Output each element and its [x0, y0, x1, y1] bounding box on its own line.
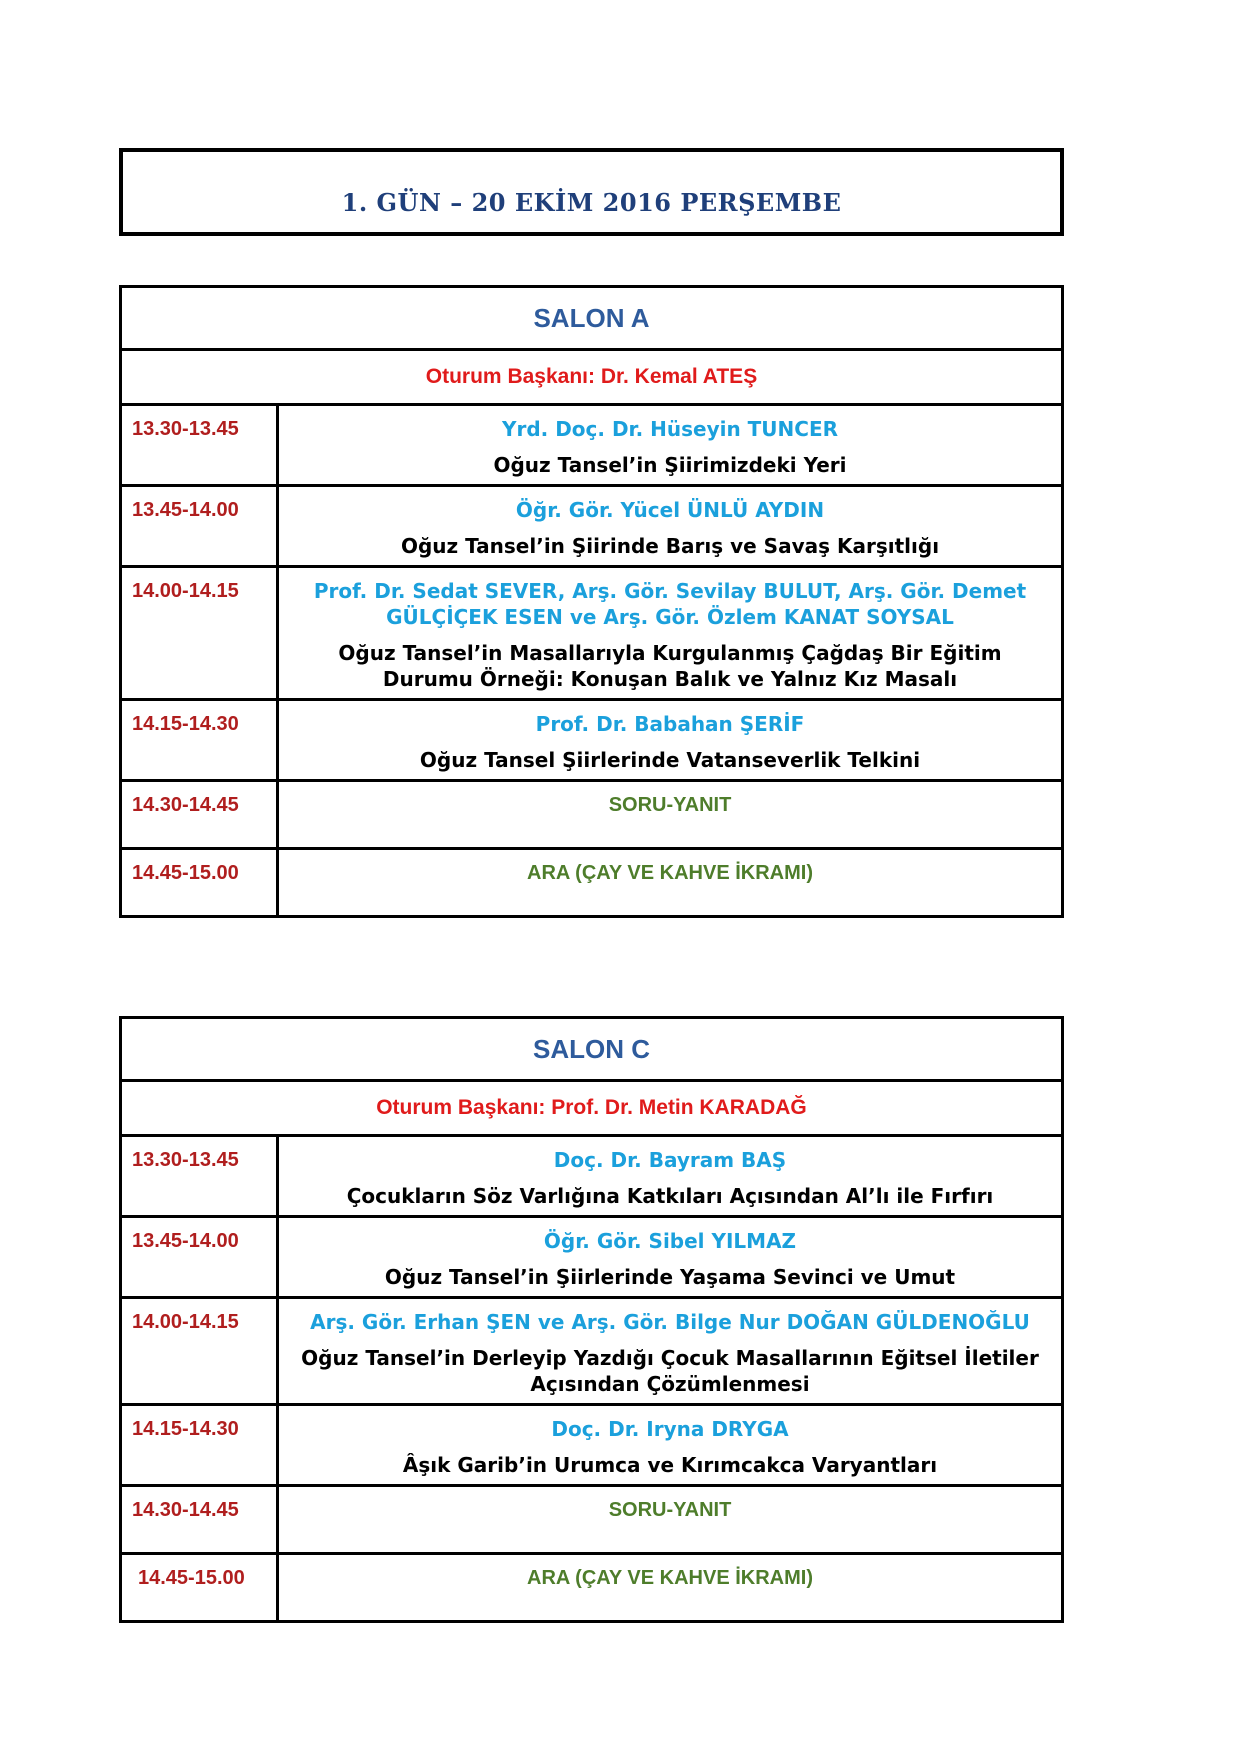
session-table-salon-c	[119, 1016, 1064, 1623]
salon-heading: SALON A	[121, 287, 1063, 350]
speaker: Doç. Dr. Iryna DRYGA	[551, 1417, 789, 1441]
presentation-cell	[278, 567, 1063, 700]
break-label: ARA (ÇAY VE KAHVE İKRAMI)	[527, 1567, 813, 1589]
time-slot: 14.15-14.30	[121, 1405, 278, 1486]
table-row	[121, 849, 1063, 917]
time-slot: 13.45-14.00	[121, 1217, 278, 1298]
speaker: Prof. Dr. Babahan ŞERİF	[535, 712, 805, 736]
speaker: Öğr. Gör. Sibel YILMAZ	[543, 1229, 797, 1253]
table-row	[121, 781, 1063, 849]
table-row	[121, 1405, 1063, 1486]
qa-cell	[278, 1486, 1063, 1554]
table-row	[121, 1217, 1063, 1298]
table-row	[121, 486, 1063, 567]
table-row	[121, 567, 1063, 700]
table-row	[121, 1486, 1063, 1554]
table-row	[121, 700, 1063, 781]
table-row	[121, 1298, 1063, 1405]
session-chair: Oturum Başkanı: Dr. Kemal ATEŞ	[121, 350, 1063, 405]
break-cell	[278, 1554, 1063, 1622]
presentation-cell	[278, 1298, 1063, 1405]
session-chair: Oturum Başkanı: Prof. Dr. Metin KARADAĞ	[121, 1081, 1063, 1136]
speaker: Prof. Dr. Sedat SEVER, Arş. Gör. Sevilay BULUT, Arş. Gör. Demet GÜLÇİÇEK ESEN ve Arş. Gör. Özlem KANAT SOYSAL	[313, 579, 1027, 629]
presentation-cell	[278, 405, 1063, 486]
time-slot: 13.30-13.45	[121, 405, 278, 486]
presentation-cell	[278, 1405, 1063, 1486]
presentation-cell	[278, 1136, 1063, 1217]
table-row	[121, 1554, 1063, 1622]
paper-title: Oğuz Tansel’in Şiirlerinde Yaşama Sevinci ve Umut	[384, 1265, 956, 1289]
day-title: 1. GÜN – 20 EKİM 2016 PERŞEMBE	[341, 187, 842, 217]
speaker: Öğr. Gör. Yücel ÜNLÜ AYDIN	[515, 498, 825, 522]
session-table-salon-a	[119, 285, 1064, 918]
time-slot: 14.45-15.00	[121, 1554, 278, 1622]
break-label: ARA (ÇAY VE KAHVE İKRAMI)	[527, 862, 813, 884]
qa-label: SORU-YANIT	[608, 1499, 732, 1521]
paper-title: Oğuz Tansel’in Şiirimizdeki Yeri	[493, 453, 847, 477]
presentation-cell	[278, 1217, 1063, 1298]
time-slot: 13.45-14.00	[121, 486, 278, 567]
time-slot: 14.15-14.30	[121, 700, 278, 781]
qa-cell	[278, 781, 1063, 849]
qa-label: SORU-YANIT	[608, 794, 732, 816]
day-title-box	[119, 148, 1064, 236]
time-slot: 13.30-13.45	[121, 1136, 278, 1217]
time-slot: 14.30-14.45	[121, 1486, 278, 1554]
presentation-cell	[278, 700, 1063, 781]
paper-title: Oğuz Tansel Şiirlerinde Vatanseverlik Telkini	[419, 748, 921, 772]
paper-title: Oğuz Tansel’in Şiirinde Barış ve Savaş Karşıtlığı	[400, 534, 940, 558]
paper-title: Âşık Garib’in Urumca ve Kırımcakca Varyantları	[402, 1453, 938, 1477]
time-slot: 14.45-15.00	[121, 849, 278, 917]
speaker: Doç. Dr. Bayram BAŞ	[553, 1148, 787, 1172]
speaker: Arş. Gör. Erhan ŞEN ve Arş. Gör. Bilge Nur DOĞAN GÜLDENOĞLU	[310, 1310, 1030, 1334]
table-row	[121, 1136, 1063, 1217]
time-slot: 14.00-14.15	[121, 567, 278, 700]
table-row	[121, 405, 1063, 486]
time-slot: 14.30-14.45	[121, 781, 278, 849]
paper-title: Oğuz Tansel’in Masallarıyla Kurgulanmış Çağdaş Bir Eğitim Durumu Örneği: Konuşan Balık ve Yalnız Kız Masalı	[338, 641, 1002, 691]
salon-heading: SALON C	[121, 1018, 1063, 1081]
presentation-cell	[278, 486, 1063, 567]
speaker: Yrd. Doç. Dr. Hüseyin TUNCER	[501, 417, 839, 441]
paper-title: Çocukların Söz Varlığına Katkıları Açısından Al’lı ile Fırfırı	[346, 1184, 994, 1208]
break-cell	[278, 849, 1063, 917]
time-slot: 14.00-14.15	[121, 1298, 278, 1405]
paper-title: Oğuz Tansel’in Derleyip Yazdığı Çocuk Masallarının Eğitsel İletiler Açısından Çözümlenmesi	[301, 1346, 1039, 1396]
